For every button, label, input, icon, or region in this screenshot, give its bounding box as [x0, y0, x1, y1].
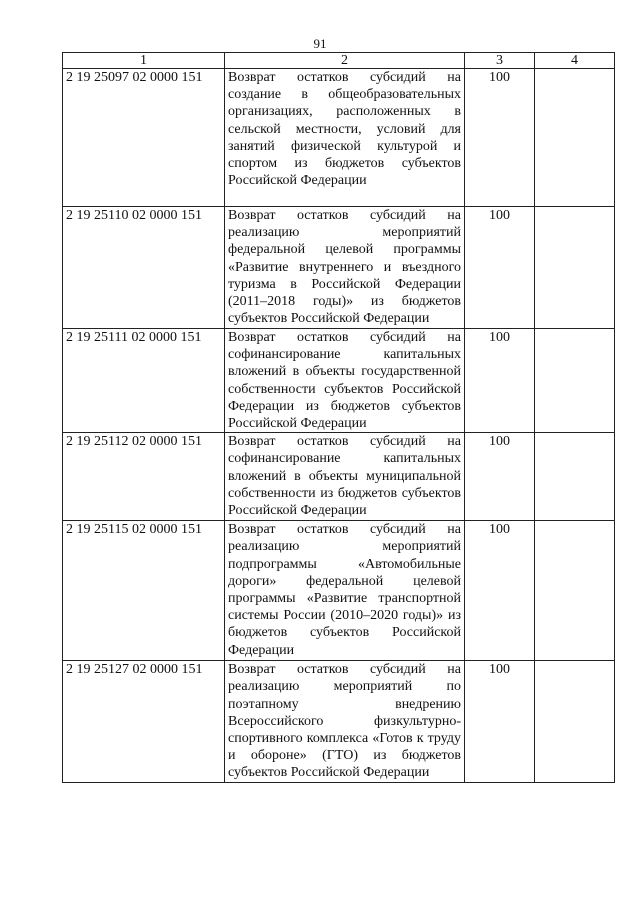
row-col4 [535, 207, 615, 329]
row-description: Возврат остатков субсидий на создание в общеобразовательных организациях, расположенных в сельской местности, условий для занятий физической культурой и спортом из бюджетов субъектов Российской Федерации [225, 69, 465, 207]
table-row [63, 661, 615, 783]
table-row [63, 521, 615, 661]
row-col4 [535, 521, 615, 661]
row-description: Возврат остатков субсидий на реализацию мероприятий федеральной целевой программы «Развитие внутреннего и въездного туризма в Российской Федерации (2011–2018 годы)» из бюджетов субъектов Российской Федерации [225, 207, 465, 329]
row-amount: 100 [465, 433, 535, 521]
row-col4 [535, 329, 615, 433]
row-description: Возврат остатков субсидий на софинансирование капитальных вложений в объекты муниципальной собственности из бюджетов субъектов Российской Федерации [225, 433, 465, 521]
header-col-4: 4 [535, 53, 615, 69]
table-row [63, 433, 615, 521]
row-code: 2 19 25097 02 0000 151 [63, 69, 225, 207]
row-code: 2 19 25127 02 0000 151 [63, 661, 225, 783]
row-col4 [535, 433, 615, 521]
row-description: Возврат остатков субсидий на реализацию мероприятий по поэтапному внедрению Всероссийского физкультурно-спортивного комплекса «Готов к труду и обороне» (ГТО) из бюджетов субъектов Российской Федерации [225, 661, 465, 783]
row-code: 2 19 25112 02 0000 151 [63, 433, 225, 521]
header-col-2: 2 [225, 53, 465, 69]
row-amount: 100 [465, 521, 535, 661]
table-row [63, 69, 615, 207]
row-amount: 100 [465, 207, 535, 329]
row-col4 [535, 661, 615, 783]
table-row [63, 329, 615, 433]
page-number: 91 [313, 36, 327, 51]
row-description: Возврат остатков субсидий на реализацию мероприятий подпрограммы «Автомобильные дороги» федеральной целевой программы «Развитие транспортной системы России (2010–2020 годы)» из бюджетов субъектов Российской Федерации [225, 521, 465, 661]
row-code: 2 19 25115 02 0000 151 [63, 521, 225, 661]
row-description: Возврат остатков субсидий на софинансирование капитальных вложений в объекты государственной собственности субъектов Российской Федерации из бюджетов субъектов Российской Федерации [225, 329, 465, 433]
header-col-1: 1 [63, 53, 225, 69]
table-header-row [63, 53, 615, 69]
row-code: 2 19 25110 02 0000 151 [63, 207, 225, 329]
row-col4 [535, 69, 615, 207]
row-amount: 100 [465, 69, 535, 207]
row-amount: 100 [465, 661, 535, 783]
table-row [63, 207, 615, 329]
row-amount: 100 [465, 329, 535, 433]
budget-table [62, 52, 615, 783]
row-code: 2 19 25111 02 0000 151 [63, 329, 225, 433]
header-col-3: 3 [465, 53, 535, 69]
